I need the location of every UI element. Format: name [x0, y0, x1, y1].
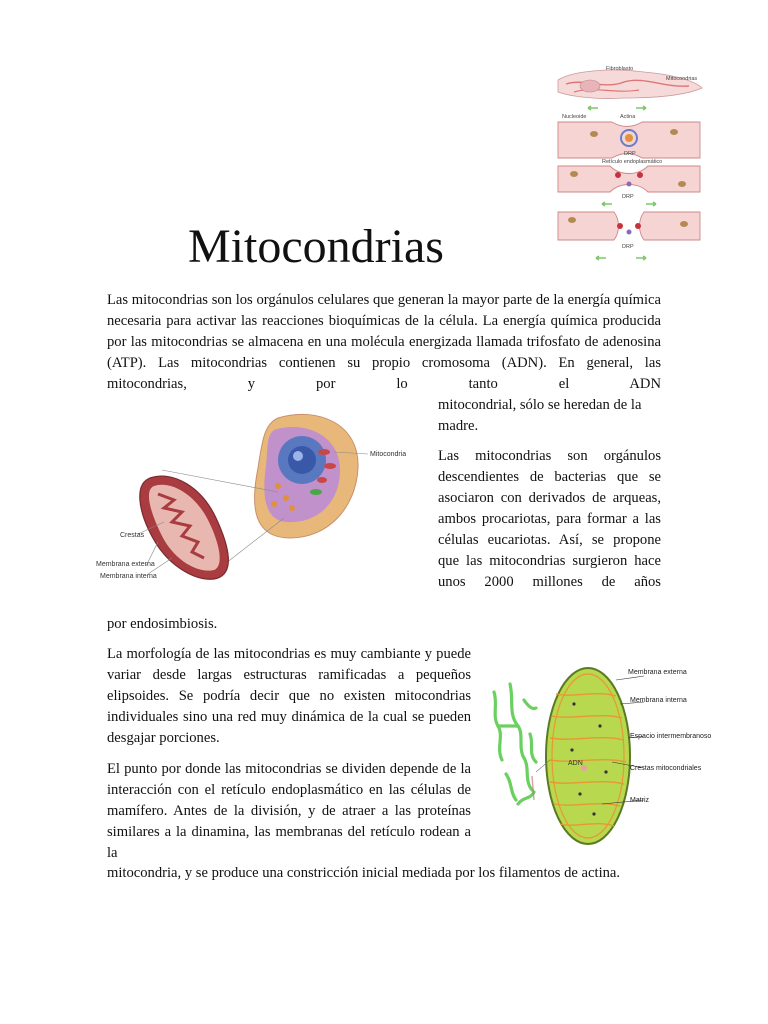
label-mitocondrias-top: Mitocondrias: [666, 76, 698, 82]
label-espacio-intermembranoso: Espacio intermembranoso: [630, 733, 712, 740]
paragraph-2-tail: por endosimbiosis.: [107, 616, 218, 632]
label-reticulo: Retículo endoplasmático: [602, 159, 663, 165]
label-drp-1: DRP: [624, 151, 636, 157]
label-drp-3: DRP: [622, 244, 634, 250]
label-adn: ADN: [568, 760, 583, 767]
paragraph-3: La morfología de las mitocondrias es muy cambiante y puede variar desde largas estructuras ramificadas a pequeños elipsoides. Se podría decir que no existen mitocondrias individuales sino una red muy dinámica de la cual se pueden desgajar porciones.: [107, 646, 471, 746]
cell-mitochondria-figure: [78, 408, 418, 602]
animal-cell-illustration: [255, 414, 359, 538]
page-title: Mitocondrias: [188, 220, 444, 273]
label-membrana-interna: Membrana interna: [630, 697, 687, 704]
label-nucleoide: Nucleoide: [562, 114, 587, 120]
paragraph-4-tail: mitocondria, y se produce una constricción inicial mediada por los filamentos de actina.: [107, 865, 621, 881]
label-membrana-externa: Membrana externa: [628, 669, 687, 676]
paragraph-1-continuation: mitocondrial, sólo se heredan de la madre.: [438, 397, 642, 434]
label-crestas-mitocondriales: Crestas mitocondriales: [630, 765, 702, 772]
nucleoide-actina-panel: [558, 114, 700, 165]
paragraph-4: El punto por donde las mitocondrias se dividen depende de la interacción con el retículo endoplasmático en las células de mamífero. Antes de la división, y de atraer a las proteínas similares a la dinamina, las membranas del retículo rodean a la: [107, 761, 471, 861]
paragraph-2: Las mitocondrias son orgánulos descendientes de bacterias que se asociaron con derivados de arqueas, ambos procariotas, para formar a las células eucariotas. Así, se propone que las mitocondrias surgieron hace unos 2000 millones de años: [438, 448, 661, 590]
mitochondrion-cross-section: [546, 668, 630, 844]
label-membrana-externa-cell: Membrana externa: [96, 561, 155, 568]
division-panel: [558, 212, 700, 260]
mitochondrial-division-figure: [554, 62, 704, 264]
label-actina: Actina: [620, 114, 636, 120]
label-matriz: Matriz: [630, 797, 650, 804]
label-drp-2: DRP: [622, 194, 634, 200]
paragraph-1: Las mitocondrias son los orgánulos celulares que generan la mayor parte de la energía química necesaria para activar las reacciones bioquímicas de la célula. La energía química producida por las mitocondrias se almacena en una molécula energizada llamada trifosfato de adenosina (ATP). Las mitocondrias contienen su propio cromosoma (ADN). En general, las mitocondrias, y por lo tanto el ADN: [107, 292, 661, 392]
label-membrana-interna-cell: Membrana interna: [100, 573, 157, 580]
constriction-panel: [558, 166, 700, 206]
mitochondrial-network-illustration: [494, 684, 536, 804]
mitochondrion-structure-figure: [484, 664, 762, 854]
fibroblast-panel: [558, 66, 702, 110]
label-fibroblasto: Fibroblasto: [606, 66, 634, 72]
label-crestas: Crestas: [120, 532, 145, 539]
label-mitocondria: Mitocondria: [370, 451, 407, 458]
